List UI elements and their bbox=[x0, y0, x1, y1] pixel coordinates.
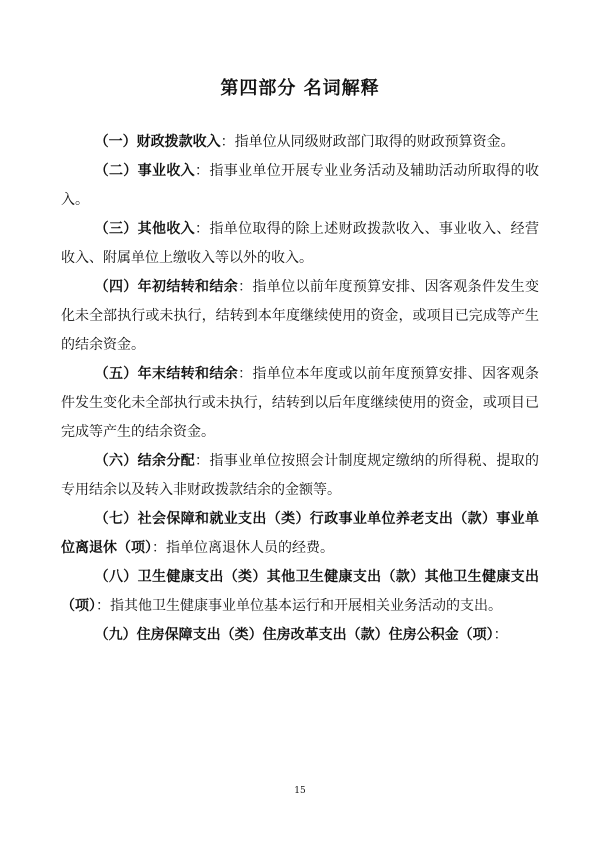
paragraph-6 bbox=[61, 447, 539, 505]
term-definition: ：指单位取得的除上述财政拨款收入、事业收入、经营收入、附属单位上缴收入等以外的收入。 bbox=[61, 221, 540, 266]
page-title: 第四部分 名词解释 bbox=[220, 78, 380, 99]
term-definition: ： bbox=[493, 627, 508, 643]
term-definition: ：指单位离退休人员的经费。 bbox=[152, 540, 334, 556]
term-label: （七）社会保障和就业支出（类）行政事业单位养老支出（款）事业单位离退休（项） bbox=[61, 511, 539, 556]
paragraph-9 bbox=[61, 621, 539, 650]
document-body bbox=[61, 128, 539, 650]
term-label: （六）结余分配 bbox=[94, 453, 196, 469]
term-label: （九）住房保障支出（类）住房改革支出（款）住房公积金（项） bbox=[94, 627, 494, 643]
term-label: （八）卫生健康支出（类）其他卫生健康支出（款）其他卫生健康支出（项） bbox=[61, 569, 539, 614]
paragraph-2 bbox=[61, 157, 539, 215]
term-definition: ：指单位本年度或以前年度预算安排、因客观条件发生变化未全部执行或未执行，结转到以后年度继续使用的资金，或项目已完成等产生的结余资金。 bbox=[61, 366, 539, 440]
paragraph-5 bbox=[61, 360, 539, 447]
term-definition: ：指其他卫生健康事业单位基本运行和开展相关业务活动的支出。 bbox=[96, 598, 502, 614]
paragraph-3 bbox=[61, 215, 539, 273]
term-definition: ：指单位以前年度预算安排、因客观条件发生变化未全部执行或未执行，结转到本年度继续使用的资金，或项目已完成等产生的结余资金。 bbox=[61, 279, 539, 353]
paragraph-1 bbox=[61, 128, 539, 157]
term-label: （一）财政拨款收入 bbox=[94, 134, 221, 150]
paragraph-4 bbox=[61, 273, 539, 360]
term-label: （二）事业收入 bbox=[94, 163, 196, 179]
term-definition: ：指单位从同级财政部门取得的财政预算资金。 bbox=[220, 134, 515, 150]
paragraph-8 bbox=[61, 563, 539, 621]
term-definition: ：指事业单位按照会计制度规定缴纳的所得税、提取的专用结余以及转入非财政拨款结余的金额等。 bbox=[61, 453, 540, 498]
term-definition: ：指事业单位开展专业业务活动及辅助活动所取得的收入。 bbox=[61, 163, 540, 208]
term-label: （五）年末结转和结余 bbox=[94, 366, 239, 382]
paragraph-7 bbox=[61, 505, 539, 563]
term-label: （三）其他收入 bbox=[94, 221, 196, 237]
page-number: 15 bbox=[294, 786, 306, 796]
term-label: （四）年初结转和结余 bbox=[94, 279, 239, 295]
